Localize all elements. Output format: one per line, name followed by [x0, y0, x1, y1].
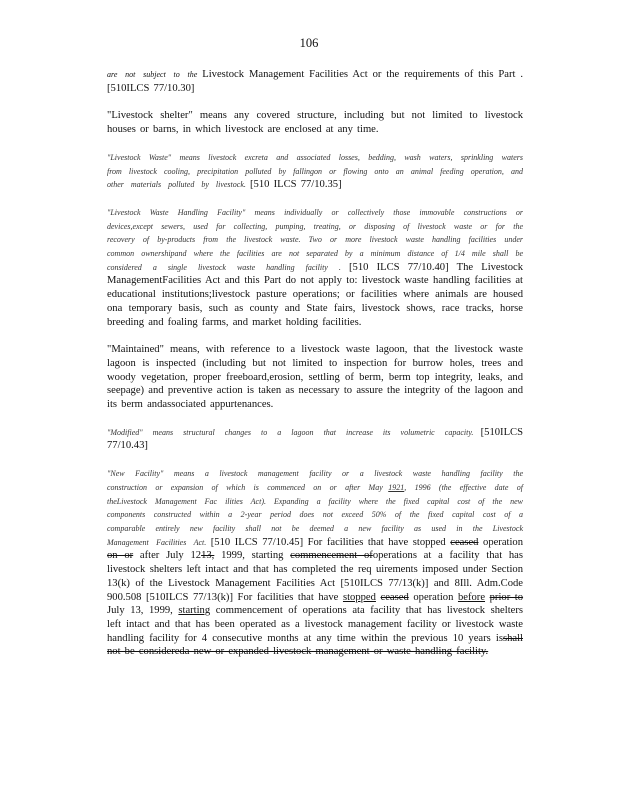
struck-deletion: ceased	[450, 536, 479, 548]
underlined-insertion: starting	[178, 605, 211, 617]
body-text: commencement of operations ata facility that has livestock shelters left intact and that has been operated as a livestock management facility or livestock waste handling facility for 4 consecutive months at any time within the previous 10 years is	[107, 605, 523, 644]
paragraph-modified	[107, 426, 523, 453]
definition-text: , 1996 (the effective date of theLivestock Management Fac ilities Act). Expanding a facility where the fixed capital cost of the new components constructed within a 2-year period does not exceed 50% of the fixed capital cost of a comparable entirely new facility shall not be deemed a new facility as used in the Livestock Management Facilities Act.	[107, 482, 523, 547]
citation: [510 ILCS 77/10.35]	[250, 179, 342, 191]
paragraph-exempt-facilities	[107, 68, 523, 95]
definition-text: "Livestock Waste Handling Facility" means individually or collectively those immovable constructions or devices,except sewers, used for collecting, pumping, treating, or disposing of livestock waste or for the recovery of by-products from the livestock waste. Two or more livestock waste handling facilities under common ownershipand where the facilities are not separated by a minimum distance of 1/4 mile shall be considered a single livestock waste handling facility .	[107, 207, 523, 272]
document-body	[107, 68, 523, 673]
underlined-insertion: 1921	[388, 482, 405, 492]
struck-deletion: ceased	[380, 591, 409, 603]
struck-deletion: on or	[107, 550, 134, 562]
body-text: [510 ILCS 77/10.40] The Livestock ManagementFacilities Act and this Part do not apply to: livestock waste handling facilities at educational institutions;livestock pasture operations; or facilities where animals are housed ona temporary basis, such as county and State fairs, livestock shows, race tracks, horse breeding and foaling farms, and market holding facilities.	[107, 261, 523, 328]
underlined-insertion: stopped	[342, 591, 376, 603]
body-text: operation	[483, 536, 524, 548]
body-text: [510 ILCS 77/10.45] For facilities that have stopped	[210, 536, 446, 548]
body-text: Livestock Management Facilities Act or the requirements of this Part .[510ILCS 77/10.30]	[107, 69, 523, 94]
paragraph-livestock-waste	[107, 151, 523, 192]
paragraph-livestock-shelter: "Livestock shelter" means any covered structure, including but not limited to livestock houses or barns, in which livestock are enclosed at any time.	[107, 110, 523, 136]
small-text: are not subject to the	[107, 70, 198, 79]
struck-deletion: commencement of	[290, 550, 373, 562]
definition-text: "Modified" means structural changes to a lagoon that increase its volumetric capacity.	[107, 427, 474, 437]
definition-text: "New Facility" means a livestock management facility or a livestock waste handling facility the construction or expansion of which is commenced on or after May	[107, 469, 523, 492]
underlined-insertion: before	[457, 591, 486, 603]
page-number: 106	[299, 36, 319, 50]
body-text: operation	[413, 591, 454, 603]
paragraph-maintained: "Maintained" means, with reference to a livestock waste lagoon, that the livestock waste lagoon is inspected (including but not limited to inspection for burrow holes, trees and woody vegetation, proper freeboard,erosion, settling of berm, berm top integrity, leaks, and seepage) and preventive action is taken as necessary to assure the integrity of the lagoon and its berm andassociated appurtenances.	[107, 344, 523, 411]
struck-deletion: shall not be considereda new or expanded livestock management or waste handling facility.	[107, 632, 523, 658]
struck-deletion: prior to	[489, 591, 524, 603]
paragraph-new-facility	[107, 467, 523, 659]
body-text: operations at a facility that has livestock shelters left intact and that has completed the req uirements imposed under Section 13(k) of the Livestock Management Facilities Act [510ILCS 77/13(k)] and 8Ill. Adm.Code 900.508 [510ILCS 77/13(k)] For facilities that have	[107, 550, 523, 603]
body-text: 1999, starting	[221, 550, 284, 562]
citation: [510ILCS 77/10.43]	[107, 426, 524, 452]
paragraph-waste-handling-facility	[107, 206, 523, 329]
definition-text: "Livestock Waste" means livestock excreta and associated losses, bedding, wash waters, sprinkling waters from livestock cooling, precipitation polluted by fallingon or flowing onto an animal feeding operation, and other materials polluted by livestock.	[107, 152, 523, 190]
body-text: July 13, 1999,	[107, 605, 173, 617]
body-text: after July 12	[139, 550, 202, 562]
struck-deletion: 13,	[201, 550, 215, 562]
